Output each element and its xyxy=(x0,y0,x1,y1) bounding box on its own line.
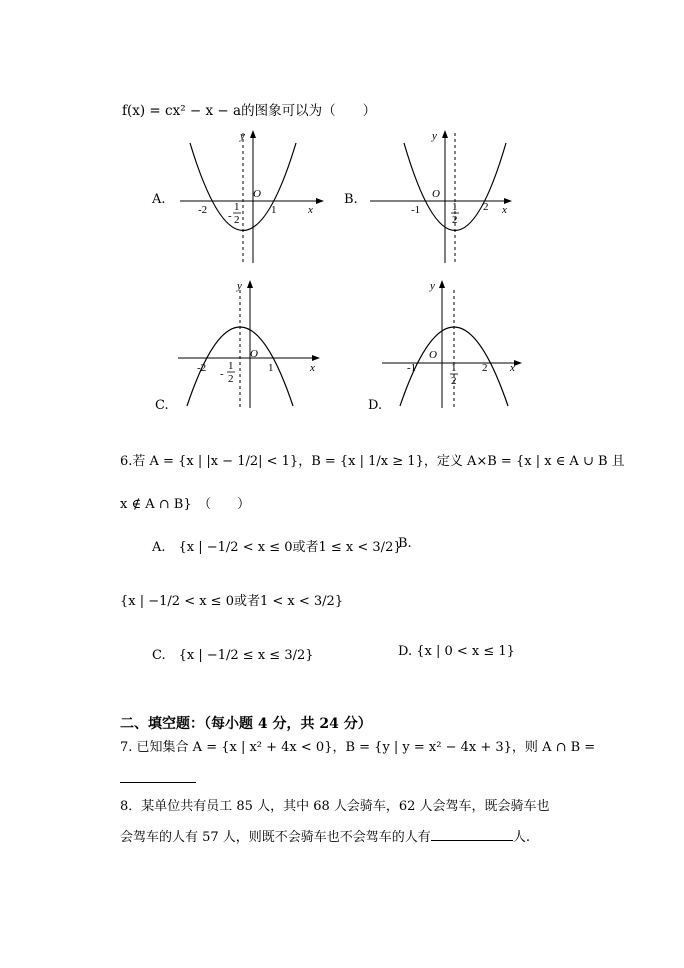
q6-option-d: D. {x | 0 < x ≤ 1} xyxy=(398,644,515,659)
q7-text: 7. 已知集合 A = {x | x² + 4x < 0}，B = {y | y = x² − 4x + 3}，则 A ∩ B = xyxy=(120,740,596,755)
graph-b-svg xyxy=(360,128,550,268)
q8-answer-blank xyxy=(431,827,513,841)
graph-b-label: B. xyxy=(344,192,358,207)
graph-d xyxy=(370,278,560,413)
graph-a-origin: O xyxy=(253,188,261,200)
graph-c-label: C. xyxy=(155,398,169,413)
q5-function-text: f(x) = cx² − x − a的图象可以为（ ） xyxy=(122,103,377,119)
graph-a-svg xyxy=(150,128,340,268)
svg-text:2: 2 xyxy=(451,375,457,387)
graph-c-left-root: -2 xyxy=(197,362,207,374)
svg-text:2: 2 xyxy=(234,214,240,226)
graph-d-right-root: 2 xyxy=(482,362,488,374)
graph-a-x-label: x xyxy=(308,204,313,216)
q8-line2-pre: 会驾车的人有 57 人，则既不会骑车也不会驾车的人有 xyxy=(120,830,431,845)
section-2-heading: 二、填空题：（每小题 4 分，共 24 分） xyxy=(120,716,372,732)
graph-b-origin: O xyxy=(432,188,440,200)
q8-line2-post: 人. xyxy=(512,830,530,845)
graph-c-y-label: y xyxy=(237,280,242,292)
graph-b-right-root: 2 xyxy=(483,201,489,213)
q6-option-c: C. {x | −1/2 ≤ x ≤ 3/2} xyxy=(152,648,314,663)
graph-d-label: D. xyxy=(368,398,383,413)
graph-c-right-root: 1 xyxy=(268,362,274,374)
graph-a-vertex-sign: - xyxy=(228,210,232,222)
svg-text:2: 2 xyxy=(228,373,234,385)
graph-c-x-label: x xyxy=(310,362,315,374)
graph-a-left-root: -2 xyxy=(198,204,208,216)
graph-c-vertex-sign: - xyxy=(220,368,224,380)
svg-text:1: 1 xyxy=(451,362,457,374)
svg-text:1: 1 xyxy=(228,360,234,372)
graph-b-y-label: y xyxy=(432,130,437,142)
graph-d-left-root: -1 xyxy=(407,362,417,374)
q6-option-a: A. {x | −1/2 < x ≤ 0或者1 ≤ x < 3/2} xyxy=(152,540,402,555)
graph-d-x-label: x xyxy=(510,362,515,374)
q7-answer-blank xyxy=(120,766,196,783)
graph-b xyxy=(360,128,550,268)
q6-stem-line2: x ∉ A ∩ B} （ ） xyxy=(120,497,251,512)
graph-d-origin: O xyxy=(429,349,437,361)
q8-line1: 8．某单位共有员工 85 人，其中 68 人会骑车，62 人会驾车，既会骑车也 xyxy=(120,799,550,814)
graph-d-y-label: y xyxy=(430,280,435,292)
q6-option-b: {x | −1/2 < x ≤ 0或者1 < x < 3/2} xyxy=(120,594,344,609)
svg-text:2: 2 xyxy=(452,214,458,226)
graph-a xyxy=(150,128,340,268)
graph-a-right-root: 1 xyxy=(271,204,277,216)
svg-text:1: 1 xyxy=(452,201,458,213)
graph-c xyxy=(150,278,340,413)
q8-line2 xyxy=(120,826,530,845)
svg-text:1: 1 xyxy=(234,201,240,213)
graph-a-y-label: y xyxy=(240,130,245,142)
graph-b-x-label: x xyxy=(502,204,507,216)
graph-d-svg xyxy=(370,278,560,413)
q6-option-b-label: B. xyxy=(398,536,412,551)
graph-a-label: A. xyxy=(152,192,166,207)
graph-c-svg xyxy=(150,278,340,413)
graph-b-left-root: -1 xyxy=(411,204,421,216)
q6-stem-line1: 6.若 A = {x | |x − 1/2| < 1}，B = {x | 1/x ≥ 1}，定义 A×B = {x | x ∈ A ∪ B 且 xyxy=(120,454,625,469)
graph-c-origin: O xyxy=(250,348,258,360)
